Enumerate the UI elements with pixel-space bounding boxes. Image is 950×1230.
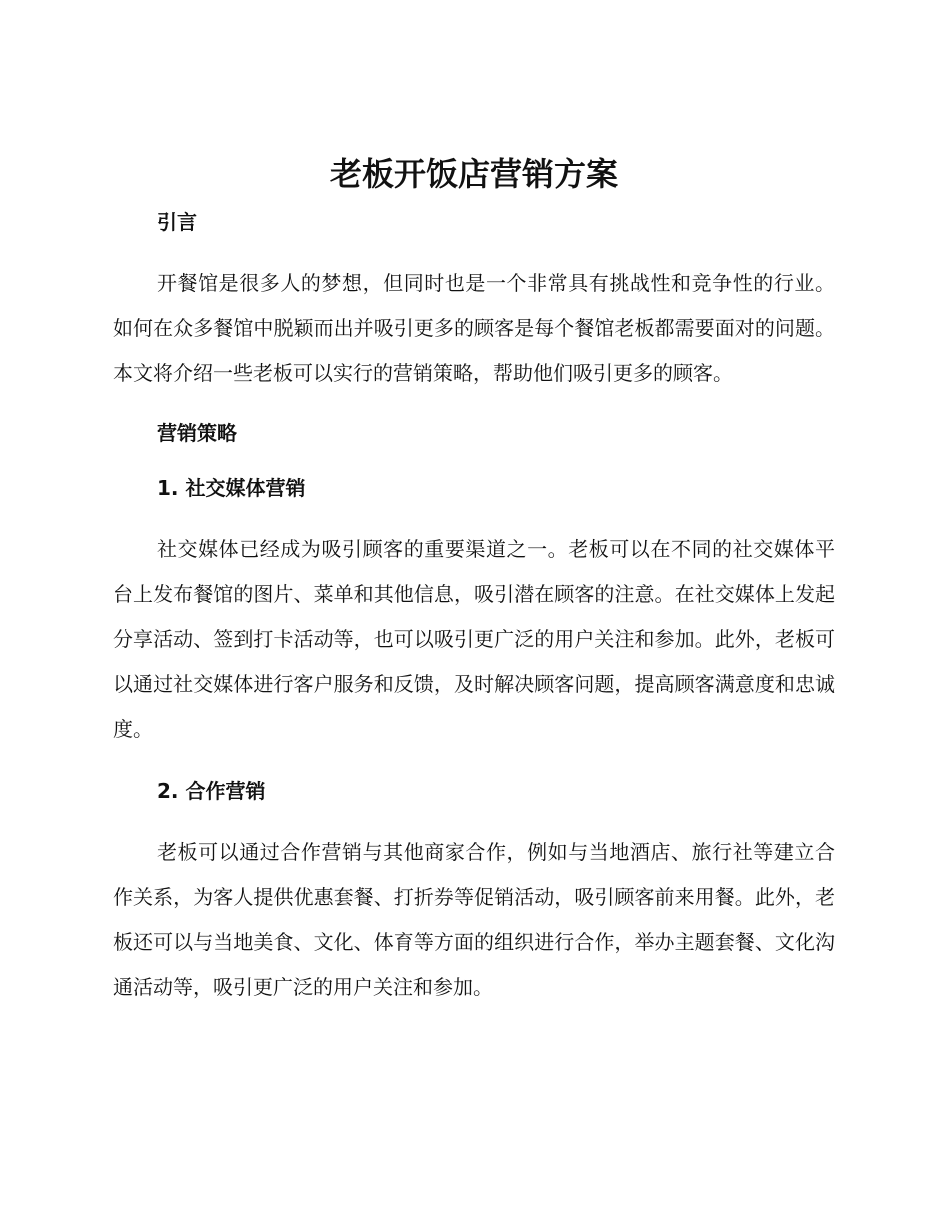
section-heading-social-media: 1. 社交媒体营销 xyxy=(157,476,306,500)
section-paragraph-partnership: 老板可以通过合作营销与其他商家合作，例如与当地酒店、旅行社等建立合作关系，为客人提供优惠套餐、打折券等促销活动，吸引顾客前来用餐。此外，老板还可以与当地美食、文化、体育等方面的组织进行合作，举办主题套餐、文化沟通活动等，吸引更广泛的用户关注和参加。 xyxy=(113,840,835,999)
document-title: 老板开饭店营销方案 xyxy=(329,155,618,193)
section-heading-partnership: 2. 合作营销 xyxy=(157,779,266,803)
intro-paragraph: 开餐馆是很多人的梦想，但同时也是一个非常具有挑战性和竞争性的行业。如何在众多餐馆中脱颖而出并吸引更多的顾客是每个餐馆老板都需要面对的问题。本文将介绍一些老板可以实行的营销策略，帮助他们吸引更多的顾客。 xyxy=(113,271,835,385)
intro-heading: 引言 xyxy=(157,210,197,234)
section-paragraph-social-media: 社交媒体已经成为吸引顾客的重要渠道之一。老板可以在不同的社交媒体平台上发布餐馆的图片、菜单和其他信息，吸引潜在顾客的注意。在社交媒体上发起分享活动、签到打卡活动等，也可以吸引更广泛的用户关注和参加。此外，老板可以通过社交媒体进行客户服务和反馈，及时解决顾客问题，提高顾客满意度和忠诚度。 xyxy=(113,537,835,741)
document-page xyxy=(113,150,835,1010)
strategy-heading: 营销策略 xyxy=(157,421,237,445)
